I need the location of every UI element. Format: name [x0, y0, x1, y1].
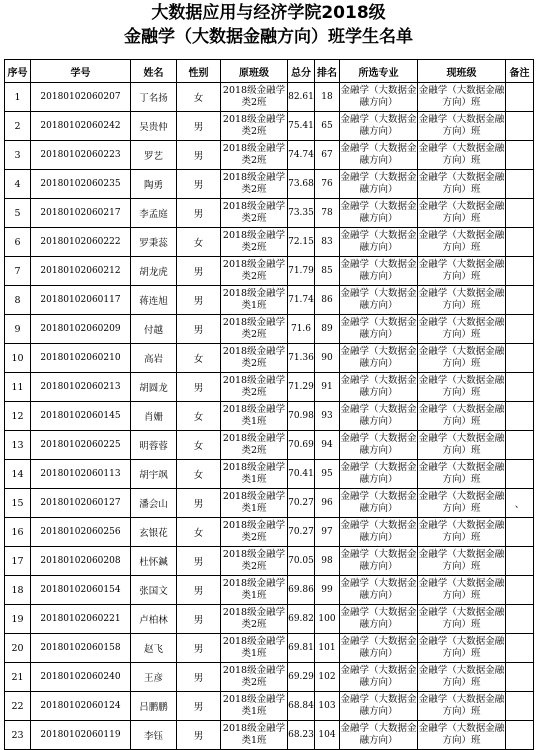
cell-no: 1: [5, 83, 31, 112]
cell-rank: 103: [315, 692, 340, 721]
document-subtitle: 金融学（大数据金融方向）班学生名单: [124, 27, 413, 47]
cell-current-class: 金融学（大数据金融方向）班: [418, 518, 506, 547]
cell-student-id: 20180102060145: [31, 402, 131, 431]
table-row: [5, 344, 534, 373]
cell-gender: 女: [177, 228, 221, 257]
cell-rank: 83: [315, 228, 340, 257]
cell-current-class: 金融学（大数据金融方向）班: [418, 663, 506, 692]
cell-name: 吴贵仲: [131, 112, 177, 141]
cell-gender: 女: [177, 402, 221, 431]
cell-original-class: 2018级金融学类2班: [221, 315, 288, 344]
cell-name: 罗秉蕊: [131, 228, 177, 257]
cell-current-class: 金融学（大数据金融方向）班: [418, 634, 506, 663]
cell-student-id: 20180102060240: [31, 663, 131, 692]
cell-total-score: 68.23: [288, 721, 315, 750]
cell-gender: 女: [177, 431, 221, 460]
cell-original-class: 2018级金融学类1班: [221, 489, 288, 518]
cell-rank: 65: [315, 112, 340, 141]
cell-no: 22: [5, 692, 31, 721]
header-original-class: 原班级: [221, 60, 288, 83]
table-row: [5, 286, 534, 315]
cell-original-class: 2018级金融学类1班: [221, 634, 288, 663]
cell-major: 金融学（大数据金融方向）: [340, 112, 418, 141]
cell-total-score: 71.74: [288, 286, 315, 315]
table-row: [5, 547, 534, 576]
cell-student-id: 20180102060242: [31, 112, 131, 141]
cell-remark: [506, 286, 534, 315]
cell-major: 金融学（大数据金融方向）: [340, 141, 418, 170]
cell-major: 金融学（大数据金融方向）: [340, 489, 418, 518]
table-row: [5, 518, 534, 547]
cell-name: 肖姗: [131, 402, 177, 431]
cell-name: 卢柏林: [131, 605, 177, 634]
cell-current-class: 金融学（大数据金融方向）班: [418, 402, 506, 431]
cell-student-id: 20180102060124: [31, 692, 131, 721]
cell-major: 金融学（大数据金融方向）: [340, 460, 418, 489]
cell-no: 5: [5, 199, 31, 228]
cell-original-class: 2018级金融学类2班: [221, 431, 288, 460]
cell-major: 金融学（大数据金融方向）: [340, 692, 418, 721]
cell-remark: [506, 141, 534, 170]
table-row: [5, 460, 534, 489]
cell-rank: 97: [315, 518, 340, 547]
cell-current-class: 金融学（大数据金融方向）班: [418, 373, 506, 402]
cell-no: 4: [5, 170, 31, 199]
cell-remark: [506, 692, 534, 721]
cell-original-class: 2018级金融学类2班: [221, 257, 288, 286]
cell-gender: 男: [177, 605, 221, 634]
header-rank: 排名: [315, 60, 340, 83]
header-total-score: 总分: [288, 60, 315, 83]
cell-rank: 95: [315, 460, 340, 489]
cell-original-class: 2018级金融学类1班: [221, 721, 288, 750]
cell-student-id: 20180102060221: [31, 605, 131, 634]
cell-major: 金融学（大数据金融方向）: [340, 199, 418, 228]
cell-current-class: 金融学（大数据金融方向）班: [418, 576, 506, 605]
cell-major: 金融学（大数据金融方向）: [340, 170, 418, 199]
cell-total-score: 70.05: [288, 547, 315, 576]
table-row: [5, 692, 534, 721]
cell-total-score: 70.98: [288, 402, 315, 431]
cell-gender: 女: [177, 460, 221, 489]
cell-student-id: 20180102060225: [31, 431, 131, 460]
cell-remark: [506, 605, 534, 634]
table-row: [5, 170, 534, 199]
cell-total-score: 75.41: [288, 112, 315, 141]
cell-no: 12: [5, 402, 31, 431]
cell-total-score: 71.36: [288, 344, 315, 373]
cell-rank: 99: [315, 576, 340, 605]
cell-original-class: 2018级金融学类1班: [221, 576, 288, 605]
cell-current-class: 金融学（大数据金融方向）班: [418, 141, 506, 170]
table-row: [5, 257, 534, 286]
cell-current-class: 金融学（大数据金融方向）班: [418, 112, 506, 141]
cell-no: 17: [5, 547, 31, 576]
cell-gender: 男: [177, 315, 221, 344]
cell-remark: [506, 547, 534, 576]
cell-remark: [506, 373, 534, 402]
table-row: [5, 112, 534, 141]
cell-major: 金融学（大数据金融方向）: [340, 547, 418, 576]
cell-major: 金融学（大数据金融方向）: [340, 576, 418, 605]
cell-student-id: 20180102060113: [31, 460, 131, 489]
cell-total-score: 70.41: [288, 460, 315, 489]
cell-gender: 男: [177, 576, 221, 605]
cell-current-class: 金融学（大数据金融方向）班: [418, 315, 506, 344]
cell-gender: 男: [177, 692, 221, 721]
header-gender: 性别: [177, 60, 221, 83]
cell-student-id: 20180102060217: [31, 199, 131, 228]
cell-name: 明蓉蓉: [131, 431, 177, 460]
cell-student-id: 20180102060119: [31, 721, 131, 750]
cell-no: 9: [5, 315, 31, 344]
table-row: [5, 199, 534, 228]
table-row: [5, 634, 534, 663]
cell-gender: 女: [177, 518, 221, 547]
cell-remark: [506, 402, 534, 431]
cell-total-score: 71.79: [288, 257, 315, 286]
cell-remark: [506, 518, 534, 547]
document-title: 大数据应用与经济学院2018级: [151, 3, 386, 23]
cell-total-score: 70.69: [288, 431, 315, 460]
student-list-table: [4, 59, 534, 750]
cell-student-id: 20180102060117: [31, 286, 131, 315]
cell-remark: [506, 460, 534, 489]
cell-major: 金融学（大数据金融方向）: [340, 721, 418, 750]
cell-original-class: 2018级金融学类2班: [221, 112, 288, 141]
cell-gender: 男: [177, 547, 221, 576]
cell-rank: 100: [315, 605, 340, 634]
cell-student-id: 20180102060210: [31, 344, 131, 373]
cell-student-id: 20180102060207: [31, 83, 131, 112]
cell-student-id: 20180102060256: [31, 518, 131, 547]
table-row: [5, 315, 534, 344]
cell-gender: 男: [177, 170, 221, 199]
table-row: [5, 721, 534, 750]
cell-rank: 102: [315, 663, 340, 692]
cell-remark: [506, 721, 534, 750]
cell-name: 杜怀鍼: [131, 547, 177, 576]
cell-current-class: 金融学（大数据金融方向）班: [418, 692, 506, 721]
cell-original-class: 2018级金融学类1班: [221, 402, 288, 431]
cell-no: 10: [5, 344, 31, 373]
cell-major: 金融学（大数据金融方向）: [340, 605, 418, 634]
cell-remark: [506, 315, 534, 344]
table-body: [5, 83, 534, 750]
cell-student-id: 20180102060154: [31, 576, 131, 605]
table-row: [5, 83, 534, 112]
cell-major: 金融学（大数据金融方向）: [340, 286, 418, 315]
cell-name: 李钰: [131, 721, 177, 750]
cell-original-class: 2018级金融学类2班: [221, 605, 288, 634]
cell-gender: 男: [177, 257, 221, 286]
cell-current-class: 金融学（大数据金融方向）班: [418, 431, 506, 460]
header-student-id: 学号: [31, 60, 131, 83]
cell-rank: 101: [315, 634, 340, 663]
cell-name: 吕鹏鹏: [131, 692, 177, 721]
cell-rank: 85: [315, 257, 340, 286]
cell-total-score: 70.27: [288, 518, 315, 547]
cell-major: 金融学（大数据金融方向）: [340, 402, 418, 431]
cell-original-class: 2018级金融学类2班: [221, 141, 288, 170]
cell-rank: 18: [315, 83, 340, 112]
cell-major: 金融学（大数据金融方向）: [340, 228, 418, 257]
cell-name: 罗艺: [131, 141, 177, 170]
cell-no: 6: [5, 228, 31, 257]
cell-remark: [506, 634, 534, 663]
cell-student-id: 20180102060127: [31, 489, 131, 518]
cell-total-score: 69.86: [288, 576, 315, 605]
cell-gender: 男: [177, 141, 221, 170]
cell-student-id: 20180102060222: [31, 228, 131, 257]
cell-remark: [506, 431, 534, 460]
cell-current-class: 金融学（大数据金融方向）班: [418, 721, 506, 750]
cell-original-class: 2018级金融学类2班: [221, 518, 288, 547]
cell-total-score: 74.74: [288, 141, 315, 170]
cell-current-class: 金融学（大数据金融方向）班: [418, 489, 506, 518]
table-row: [5, 431, 534, 460]
cell-original-class: 2018级金融学类2班: [221, 83, 288, 112]
header-current-class: 现班级: [418, 60, 506, 83]
cell-no: 14: [5, 460, 31, 489]
cell-remark: [506, 576, 534, 605]
cell-rank: 91: [315, 373, 340, 402]
cell-remark: [506, 83, 534, 112]
cell-total-score: 69.29: [288, 663, 315, 692]
cell-current-class: 金融学（大数据金融方向）班: [418, 83, 506, 112]
cell-current-class: 金融学（大数据金融方向）班: [418, 605, 506, 634]
cell-rank: 90: [315, 344, 340, 373]
cell-student-id: 20180102060208: [31, 547, 131, 576]
cell-original-class: 2018级金融学类2班: [221, 199, 288, 228]
cell-remark: 、: [506, 489, 534, 518]
header-major: 所选专业: [340, 60, 418, 83]
cell-original-class: 2018级金融学类2班: [221, 547, 288, 576]
cell-rank: 98: [315, 547, 340, 576]
cell-original-class: 2018级金融学类1班: [221, 692, 288, 721]
cell-rank: 78: [315, 199, 340, 228]
cell-name: 胡圆龙: [131, 373, 177, 402]
cell-name: 蒋连旭: [131, 286, 177, 315]
cell-no: 23: [5, 721, 31, 750]
cell-no: 2: [5, 112, 31, 141]
cell-gender: 男: [177, 112, 221, 141]
cell-gender: 女: [177, 83, 221, 112]
cell-gender: 男: [177, 286, 221, 315]
cell-name: 高岩: [131, 344, 177, 373]
cell-total-score: 69.81: [288, 634, 315, 663]
cell-current-class: 金融学（大数据金融方向）班: [418, 257, 506, 286]
cell-gender: 男: [177, 373, 221, 402]
cell-rank: 76: [315, 170, 340, 199]
cell-original-class: 2018级金融学类2班: [221, 344, 288, 373]
cell-rank: 89: [315, 315, 340, 344]
cell-major: 金融学（大数据金融方向）: [340, 518, 418, 547]
cell-student-id: 20180102060223: [31, 141, 131, 170]
cell-original-class: 2018级金融学类2班: [221, 228, 288, 257]
cell-remark: [506, 170, 534, 199]
cell-original-class: 2018级金融学类2班: [221, 373, 288, 402]
table-row: [5, 663, 534, 692]
cell-name: 玄银花: [131, 518, 177, 547]
cell-name: 潘会山: [131, 489, 177, 518]
cell-remark: [506, 112, 534, 141]
cell-remark: [506, 344, 534, 373]
cell-gender: 男: [177, 663, 221, 692]
table-row: [5, 141, 534, 170]
cell-major: 金融学（大数据金融方向）: [340, 83, 418, 112]
cell-student-id: 20180102060213: [31, 373, 131, 402]
header-no: 序号: [5, 60, 31, 83]
cell-major: 金融学（大数据金融方向）: [340, 257, 418, 286]
cell-total-score: 73.35: [288, 199, 315, 228]
cell-rank: 94: [315, 431, 340, 460]
cell-gender: 男: [177, 489, 221, 518]
table-row: [5, 489, 534, 518]
cell-name: 张国文: [131, 576, 177, 605]
cell-total-score: 68.84: [288, 692, 315, 721]
cell-total-score: 73.68: [288, 170, 315, 199]
cell-original-class: 2018级金融学类2班: [221, 170, 288, 199]
cell-no: 18: [5, 576, 31, 605]
cell-total-score: 69.82: [288, 605, 315, 634]
cell-major: 金融学（大数据金融方向）: [340, 315, 418, 344]
table-row: [5, 605, 534, 634]
cell-gender: 男: [177, 721, 221, 750]
cell-no: 13: [5, 431, 31, 460]
cell-rank: 96: [315, 489, 340, 518]
cell-name: 王彦: [131, 663, 177, 692]
header-remark: 备注: [506, 60, 534, 83]
cell-current-class: 金融学（大数据金融方向）班: [418, 344, 506, 373]
cell-rank: 67: [315, 141, 340, 170]
cell-remark: [506, 199, 534, 228]
cell-no: 20: [5, 634, 31, 663]
cell-total-score: 72.15: [288, 228, 315, 257]
cell-no: 7: [5, 257, 31, 286]
cell-major: 金融学（大数据金融方向）: [340, 373, 418, 402]
cell-no: 15: [5, 489, 31, 518]
cell-original-class: 2018级金融学类1班: [221, 286, 288, 315]
cell-no: 21: [5, 663, 31, 692]
cell-no: 11: [5, 373, 31, 402]
cell-name: 陶勇: [131, 170, 177, 199]
cell-name: 付越: [131, 315, 177, 344]
cell-no: 16: [5, 518, 31, 547]
cell-gender: 女: [177, 344, 221, 373]
header-name: 姓名: [131, 60, 177, 83]
cell-major: 金融学（大数据金融方向）: [340, 431, 418, 460]
cell-current-class: 金融学（大数据金融方向）班: [418, 199, 506, 228]
cell-student-id: 20180102060158: [31, 634, 131, 663]
cell-total-score: 82.61: [288, 83, 315, 112]
cell-name: 李孟庭: [131, 199, 177, 228]
cell-no: 8: [5, 286, 31, 315]
table-header-row: [5, 60, 534, 83]
cell-total-score: 71.6: [288, 315, 315, 344]
cell-current-class: 金融学（大数据金融方向）班: [418, 286, 506, 315]
table-row: [5, 402, 534, 431]
cell-major: 金融学（大数据金融方向）: [340, 663, 418, 692]
cell-original-class: 2018级金融学类1班: [221, 460, 288, 489]
cell-name: 丁名扬: [131, 83, 177, 112]
cell-rank: 93: [315, 402, 340, 431]
cell-major: 金融学（大数据金融方向）: [340, 634, 418, 663]
cell-student-id: 20180102060235: [31, 170, 131, 199]
cell-major: 金融学（大数据金融方向）: [340, 344, 418, 373]
cell-remark: [506, 228, 534, 257]
cell-current-class: 金融学（大数据金融方向）班: [418, 228, 506, 257]
cell-name: 胡宇飒: [131, 460, 177, 489]
cell-no: 3: [5, 141, 31, 170]
cell-gender: 男: [177, 199, 221, 228]
cell-total-score: 70.27: [288, 489, 315, 518]
cell-current-class: 金融学（大数据金融方向）班: [418, 547, 506, 576]
cell-rank: 86: [315, 286, 340, 315]
cell-student-id: 20180102060212: [31, 257, 131, 286]
cell-total-score: 71.29: [288, 373, 315, 402]
table-row: [5, 576, 534, 605]
cell-current-class: 金融学（大数据金融方向）班: [418, 460, 506, 489]
cell-student-id: 20180102060209: [31, 315, 131, 344]
cell-name: 赵飞: [131, 634, 177, 663]
cell-current-class: 金融学（大数据金融方向）班: [418, 170, 506, 199]
cell-remark: [506, 257, 534, 286]
cell-name: 胡龙虎: [131, 257, 177, 286]
cell-gender: 男: [177, 634, 221, 663]
cell-no: 19: [5, 605, 31, 634]
table-row: [5, 228, 534, 257]
cell-remark: [506, 663, 534, 692]
cell-original-class: 2018级金融学类2班: [221, 663, 288, 692]
cell-rank: 104: [315, 721, 340, 750]
table-row: [5, 373, 534, 402]
